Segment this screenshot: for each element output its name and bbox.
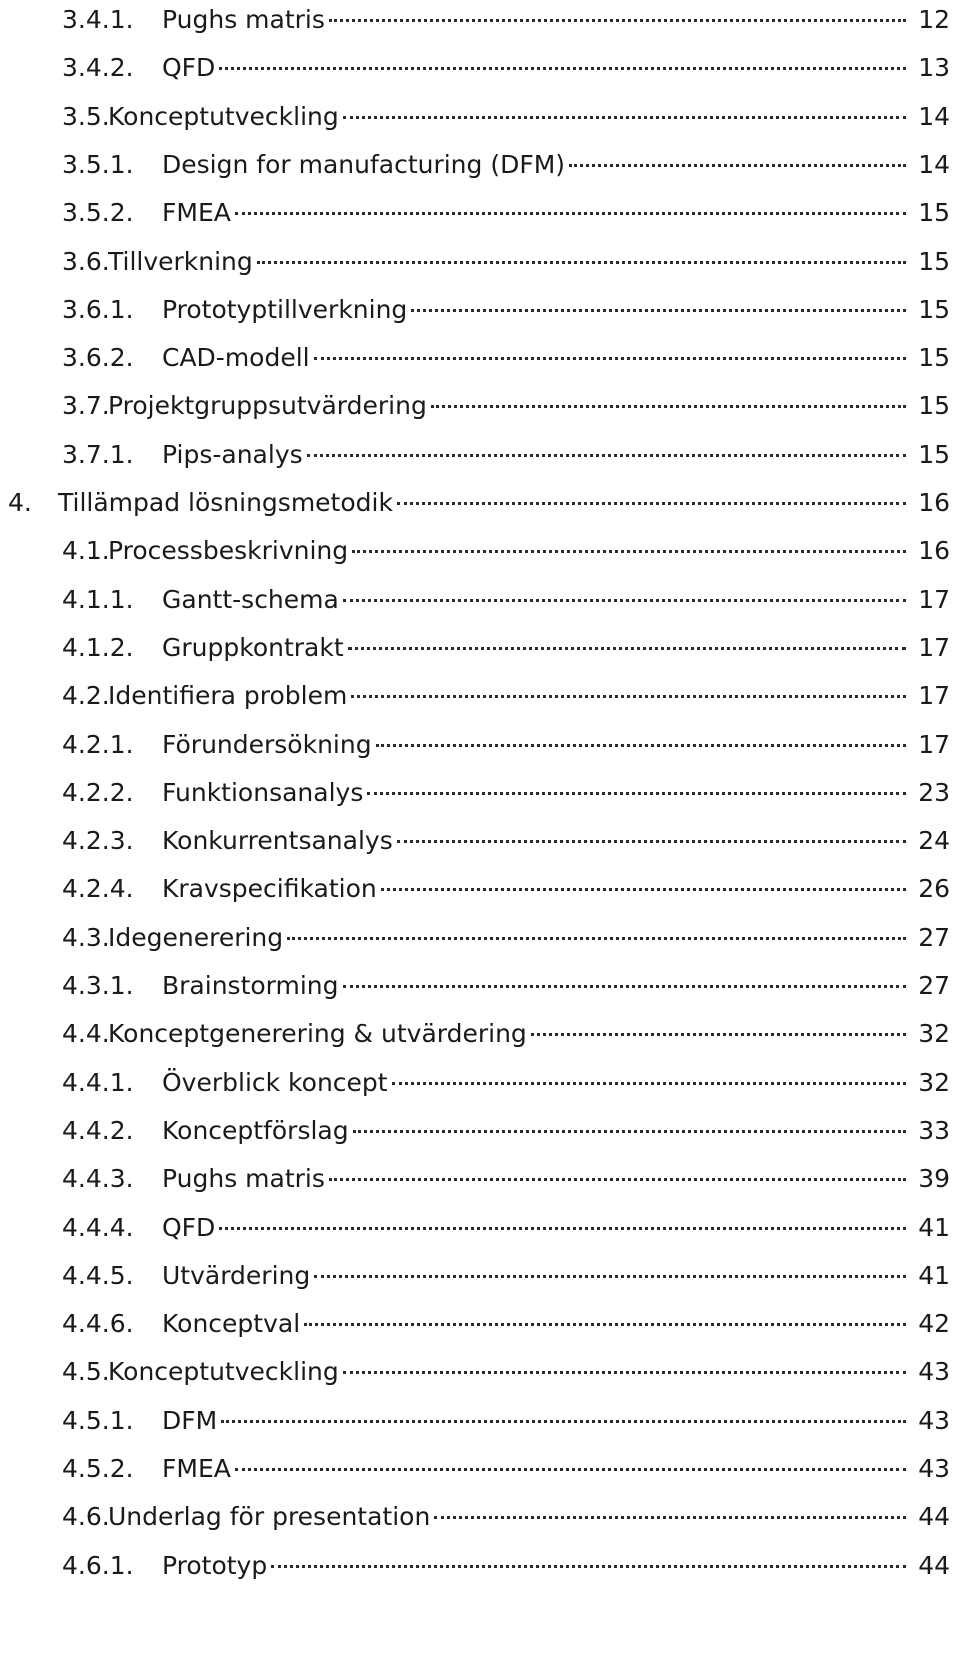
- toc-entry-title[interactable]: QFD: [162, 1212, 216, 1242]
- dot-leader: [411, 309, 906, 312]
- toc-entry-number: 3.6.2.: [62, 343, 134, 373]
- toc-entry-page-number: 27: [918, 971, 950, 1000]
- toc-entry-body: [162, 1159, 910, 1199]
- toc-entry-number: 4.4.5.: [62, 1260, 134, 1290]
- toc-entry-page-number: 15: [918, 246, 950, 276]
- toc-entry-page-number: 26: [918, 874, 950, 904]
- toc-entry-number: 4.1.2.: [62, 632, 134, 662]
- toc-entry[interactable]: [0, 290, 960, 330]
- toc-entry-body: [162, 1449, 910, 1489]
- toc-entry-body: [162, 966, 910, 1006]
- dot-leader: [343, 1371, 906, 1374]
- toc-entry-number: 4.1.: [62, 536, 110, 566]
- toc-entry[interactable]: [0, 1304, 960, 1344]
- toc-entry-number: 3.5.1.: [62, 149, 134, 179]
- dot-leader: [343, 599, 906, 602]
- toc-entry-page-number: 44: [918, 1550, 950, 1580]
- toc-entry-body: [162, 725, 910, 765]
- toc-entry-title[interactable]: Pughs matris: [162, 1164, 325, 1194]
- toc-entry-body: [108, 242, 910, 282]
- toc-entry-body: [108, 386, 910, 426]
- toc-entry[interactable]: [0, 242, 960, 282]
- dot-leader: [343, 116, 906, 119]
- toc-entry-title[interactable]: Konceptförslag: [162, 1115, 349, 1145]
- toc-entry-body: [108, 1497, 910, 1537]
- toc-entry-number: 4.3.1.: [62, 971, 134, 1000]
- toc-entry-title[interactable]: FMEA: [162, 198, 231, 228]
- toc-entry-body: [162, 338, 910, 378]
- toc-entry-page-number: 15: [918, 343, 950, 373]
- toc-entry[interactable]: [0, 918, 960, 958]
- toc-entry-number: 3.4.2.: [62, 53, 134, 83]
- dot-leader: [343, 985, 906, 988]
- toc-entry-body: [162, 0, 910, 40]
- toc-entry-page-number: 15: [918, 198, 950, 228]
- dot-leader: [367, 792, 906, 795]
- toc-entry-number: 3.4.1.: [62, 5, 134, 34]
- toc-entry-page-number: 41: [918, 1260, 950, 1290]
- toc-entry-title[interactable]: Konceptval: [162, 1309, 301, 1339]
- dot-leader: [531, 1033, 906, 1036]
- toc-entry-body: [108, 531, 910, 571]
- toc-entry[interactable]: [0, 580, 960, 620]
- toc-entry-body: [162, 1304, 910, 1344]
- toc-entry-number: 4.2.2.: [62, 777, 134, 807]
- dot-leader: [381, 888, 906, 891]
- toc-entry-body: [108, 676, 910, 716]
- dot-leader: [434, 1516, 906, 1519]
- dot-leader: [307, 454, 906, 457]
- toc-entry-number: 3.5.2.: [62, 198, 134, 228]
- toc-entry-number: 3.6.1.: [62, 294, 134, 324]
- toc-entry-body: [162, 145, 910, 185]
- toc-entry-page-number: 17: [918, 681, 950, 711]
- toc-entry-page-number: 15: [918, 294, 950, 324]
- dot-leader: [431, 405, 906, 408]
- dot-leader: [329, 19, 906, 22]
- toc-entry-number: 4.4.4.: [62, 1212, 134, 1242]
- toc-entry-body: [162, 1111, 910, 1151]
- toc-entry-body: [108, 1352, 910, 1392]
- toc-entry-title[interactable]: Identifiera problem: [108, 681, 348, 711]
- toc-entry-body: [162, 773, 910, 813]
- toc-entry-page-number: 13: [918, 53, 950, 83]
- toc-entry[interactable]: [0, 338, 960, 378]
- dot-leader: [352, 550, 906, 553]
- toc-entry-number: 4.6.1.: [62, 1550, 134, 1580]
- dot-leader: [304, 1323, 906, 1326]
- toc-entry[interactable]: [0, 193, 960, 233]
- toc-entry-title[interactable]: Utvärdering: [162, 1260, 311, 1290]
- toc-entry[interactable]: [0, 145, 960, 185]
- dot-leader: [314, 1275, 906, 1278]
- toc-entry-body: [162, 435, 910, 475]
- toc-entry-title[interactable]: Projektgruppsutvärdering: [108, 391, 427, 421]
- toc-entry-page-number: 39: [918, 1164, 950, 1194]
- dot-leader: [397, 840, 906, 843]
- toc-entry-title[interactable]: Prototyptillverkning: [162, 294, 408, 324]
- toc-entry[interactable]: [0, 966, 960, 1006]
- toc-entry-title[interactable]: FMEA: [162, 1454, 231, 1483]
- dot-leader: [392, 1082, 906, 1085]
- toc-entry-number: 4.6.: [62, 1502, 110, 1532]
- toc-entry-page-number: 33: [918, 1115, 950, 1145]
- dot-leader: [351, 695, 906, 698]
- toc-entry-number: 4.5.: [62, 1357, 110, 1387]
- toc-entry[interactable]: [0, 1256, 960, 1296]
- toc-entry-title[interactable]: Tillverkning: [108, 246, 253, 276]
- toc-entry[interactable]: [0, 725, 960, 765]
- toc-entry[interactable]: [0, 386, 960, 426]
- toc-entry-body: [162, 193, 910, 233]
- toc-entry-number: 3.6.: [62, 246, 110, 276]
- toc-entry-number: 4.2.4.: [62, 874, 134, 904]
- dot-leader: [257, 261, 906, 264]
- toc-entry-page-number: 14: [918, 149, 950, 179]
- toc-entry-number: 4.2.1.: [62, 729, 134, 759]
- toc-entry-title[interactable]: Överblick koncept: [162, 1067, 388, 1097]
- dot-leader: [569, 164, 906, 167]
- toc-entry-page-number: 42: [918, 1309, 950, 1339]
- toc-entry[interactable]: [0, 869, 960, 909]
- toc-entry-title[interactable]: QFD: [162, 53, 216, 83]
- toc-entry[interactable]: [0, 1111, 960, 1151]
- toc-entry-number: 4.2.3.: [62, 826, 134, 856]
- dot-leader: [235, 212, 906, 215]
- toc-entry-title[interactable]: Kravspecifikation: [162, 874, 377, 904]
- toc-entry[interactable]: [0, 1352, 960, 1392]
- toc-entry-number: 4.5.1.: [62, 1405, 134, 1435]
- toc-entry-title[interactable]: Konceptutveckling: [108, 1357, 339, 1387]
- toc-entry-title[interactable]: Gruppkontrakt: [162, 632, 344, 662]
- toc-entry-page-number: 15: [918, 439, 950, 469]
- toc-entry-number: 4.5.2.: [62, 1454, 134, 1483]
- toc-entry-page-number: 14: [918, 101, 950, 131]
- toc-entry-page-number: 17: [918, 584, 950, 614]
- toc-entry[interactable]: [0, 1014, 960, 1054]
- toc-entry-title[interactable]: CAD-modell: [162, 343, 310, 373]
- toc-entry-number: 4.: [8, 488, 32, 517]
- toc-entry-title[interactable]: Pughs matris: [162, 5, 325, 34]
- toc-entry-page-number: 24: [918, 826, 950, 856]
- dot-leader: [219, 67, 906, 70]
- toc-entry-body: [162, 1401, 910, 1441]
- toc-entry[interactable]: [0, 1401, 960, 1441]
- toc-entry-title[interactable]: Konkurrentsanalys: [162, 826, 393, 856]
- toc-entry-body: [162, 821, 910, 861]
- toc-entry[interactable]: [0, 97, 960, 137]
- toc-entry[interactable]: [0, 483, 960, 523]
- toc-entry[interactable]: [0, 1449, 960, 1489]
- toc-entry-number: 4.4.2.: [62, 1115, 134, 1145]
- toc-entry-page-number: 16: [918, 488, 950, 517]
- toc-entry-page-number: 43: [918, 1454, 950, 1483]
- toc-entry-body: [162, 1063, 910, 1103]
- toc-entry-number: 4.1.1.: [62, 584, 134, 614]
- toc-entry-page-number: 43: [918, 1405, 950, 1435]
- toc-entry[interactable]: [0, 1159, 960, 1199]
- toc-entry-title[interactable]: Idegenerering: [108, 922, 284, 952]
- toc-entry-number: 4.4.6.: [62, 1309, 134, 1339]
- toc-entry[interactable]: [0, 628, 960, 668]
- dot-leader: [329, 1178, 906, 1181]
- toc-entry-number: 4.4.: [62, 1019, 110, 1049]
- toc-entry-title[interactable]: Gantt-schema: [162, 584, 339, 614]
- toc-entry-page-number: 16: [918, 536, 950, 566]
- toc-entry-page-number: 17: [918, 729, 950, 759]
- toc-entry-body: [162, 628, 910, 668]
- toc-entry-number: 3.5.: [62, 101, 110, 131]
- dot-leader: [219, 1227, 906, 1230]
- toc-entry[interactable]: [0, 821, 960, 861]
- toc-entry-body: [108, 1014, 910, 1054]
- toc-entry-page-number: 32: [918, 1067, 950, 1097]
- toc-entry-title[interactable]: Tillämpad lösningsmetodik: [58, 488, 393, 517]
- toc-entry-page-number: 15: [918, 391, 950, 421]
- toc-entry-title[interactable]: Konceptutveckling: [108, 101, 339, 131]
- toc-entry-title[interactable]: Pips-analys: [162, 439, 303, 469]
- toc-entry[interactable]: [0, 531, 960, 571]
- dot-leader: [271, 1565, 906, 1568]
- dot-leader: [221, 1420, 906, 1423]
- toc-entry-page-number: 12: [918, 5, 950, 34]
- toc-entry-title[interactable]: DFM: [162, 1405, 218, 1435]
- toc-entry-body: [162, 290, 910, 330]
- toc-entry-body: [58, 483, 910, 523]
- toc-entry-body: [162, 1256, 910, 1296]
- toc-entry-body: [162, 1546, 910, 1586]
- dot-leader: [287, 937, 906, 940]
- dot-leader: [397, 502, 906, 505]
- toc-entry-number: 4.4.1.: [62, 1067, 134, 1097]
- toc-entry-number: 3.7.: [62, 391, 110, 421]
- toc-entry-body: [162, 1208, 910, 1248]
- toc-entry[interactable]: [0, 0, 960, 40]
- toc-entry-number: 3.7.1.: [62, 439, 134, 469]
- toc-entry-number: 4.3.: [62, 922, 110, 952]
- dot-leader: [235, 1468, 906, 1471]
- toc-entry[interactable]: [0, 773, 960, 813]
- toc-entry[interactable]: [0, 435, 960, 475]
- toc-entry[interactable]: [0, 1546, 960, 1586]
- toc-entry-page-number: 41: [918, 1212, 950, 1242]
- toc-entry[interactable]: [0, 1208, 960, 1248]
- toc-entry-page-number: 43: [918, 1357, 950, 1387]
- toc-entry[interactable]: [0, 48, 960, 88]
- toc-entry-number: 4.4.3.: [62, 1164, 134, 1194]
- toc-entry-body: [162, 869, 910, 909]
- toc-entry[interactable]: [0, 1497, 960, 1537]
- toc-entry-page-number: 17: [918, 632, 950, 662]
- toc-entry-title[interactable]: Prototyp: [162, 1550, 268, 1580]
- toc-entry-page-number: 23: [918, 777, 950, 807]
- toc-entry[interactable]: [0, 676, 960, 716]
- toc-entry-number: 4.2.: [62, 681, 110, 711]
- dot-leader: [376, 744, 906, 747]
- dot-leader: [353, 1130, 906, 1133]
- toc-entry-title[interactable]: Processbeskrivning: [108, 536, 349, 566]
- toc-entry-title[interactable]: Förundersökning: [162, 729, 372, 759]
- toc-entry-body: [162, 580, 910, 620]
- toc-entry-body: [162, 48, 910, 88]
- toc-entry-title[interactable]: Design for manufacturing (DFM): [162, 149, 566, 179]
- toc-entry-body: [108, 918, 910, 958]
- toc-entry-page-number: 27: [918, 922, 950, 952]
- toc-entry-title[interactable]: Underlag för presentation: [108, 1502, 431, 1532]
- toc-entry-title[interactable]: Konceptgenerering & utvärdering: [108, 1019, 527, 1049]
- toc-entry[interactable]: [0, 1063, 960, 1103]
- dot-leader: [314, 357, 906, 360]
- toc-entry-title[interactable]: Funktionsanalys: [162, 777, 364, 807]
- dot-leader: [348, 647, 906, 650]
- toc-entry-title[interactable]: Brainstorming: [162, 971, 339, 1000]
- toc-entry-page-number: 44: [918, 1502, 950, 1532]
- toc-entry-body: [108, 97, 910, 137]
- toc-entry-page-number: 32: [918, 1019, 950, 1049]
